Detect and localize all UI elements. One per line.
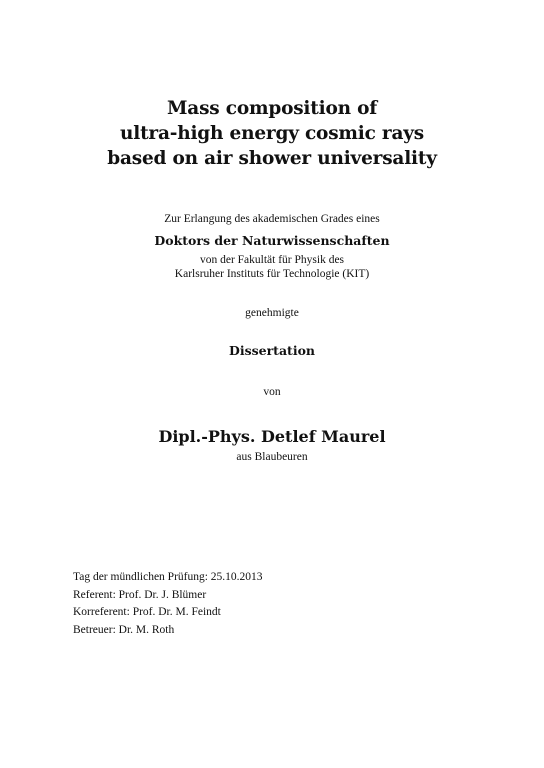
korreferent: Korreferent: Prof. Dr. M. Feindt — [73, 606, 221, 618]
exam-date: Tag der mündlichen Prüfung: 25.10.2013 — [73, 571, 263, 583]
by-label: von — [263, 386, 281, 398]
betreuer: Betreuer: Dr. M. Roth — [73, 623, 175, 636]
degree-faculty: von der Fakultät für Physik des — [199, 254, 345, 266]
approved-label: genehmigte — [245, 307, 299, 319]
degree-intro: Zur Erlangung des akademischen Grades eines — [164, 213, 380, 225]
thesis-title — [0, 96, 544, 171]
title-line-3: based on air shower universality — [107, 148, 437, 169]
document-type: Dissertation — [228, 343, 316, 358]
author-name: Dipl.-Phys. Detlef Maurel — [158, 427, 386, 446]
title-line-2: ultra-high energy cosmic rays — [119, 123, 425, 144]
title-line-1: Mass composition of — [167, 98, 377, 119]
author-origin: aus Blaubeuren — [236, 451, 308, 463]
degree-name: Doktors der Naturwissenschaften — [154, 233, 390, 248]
referent: Referent: Prof. Dr. J. Blümer — [73, 588, 207, 601]
degree-institute: Karlsruher Instituts für Technologie (KIT) — [174, 268, 370, 280]
exam-info — [73, 569, 263, 639]
